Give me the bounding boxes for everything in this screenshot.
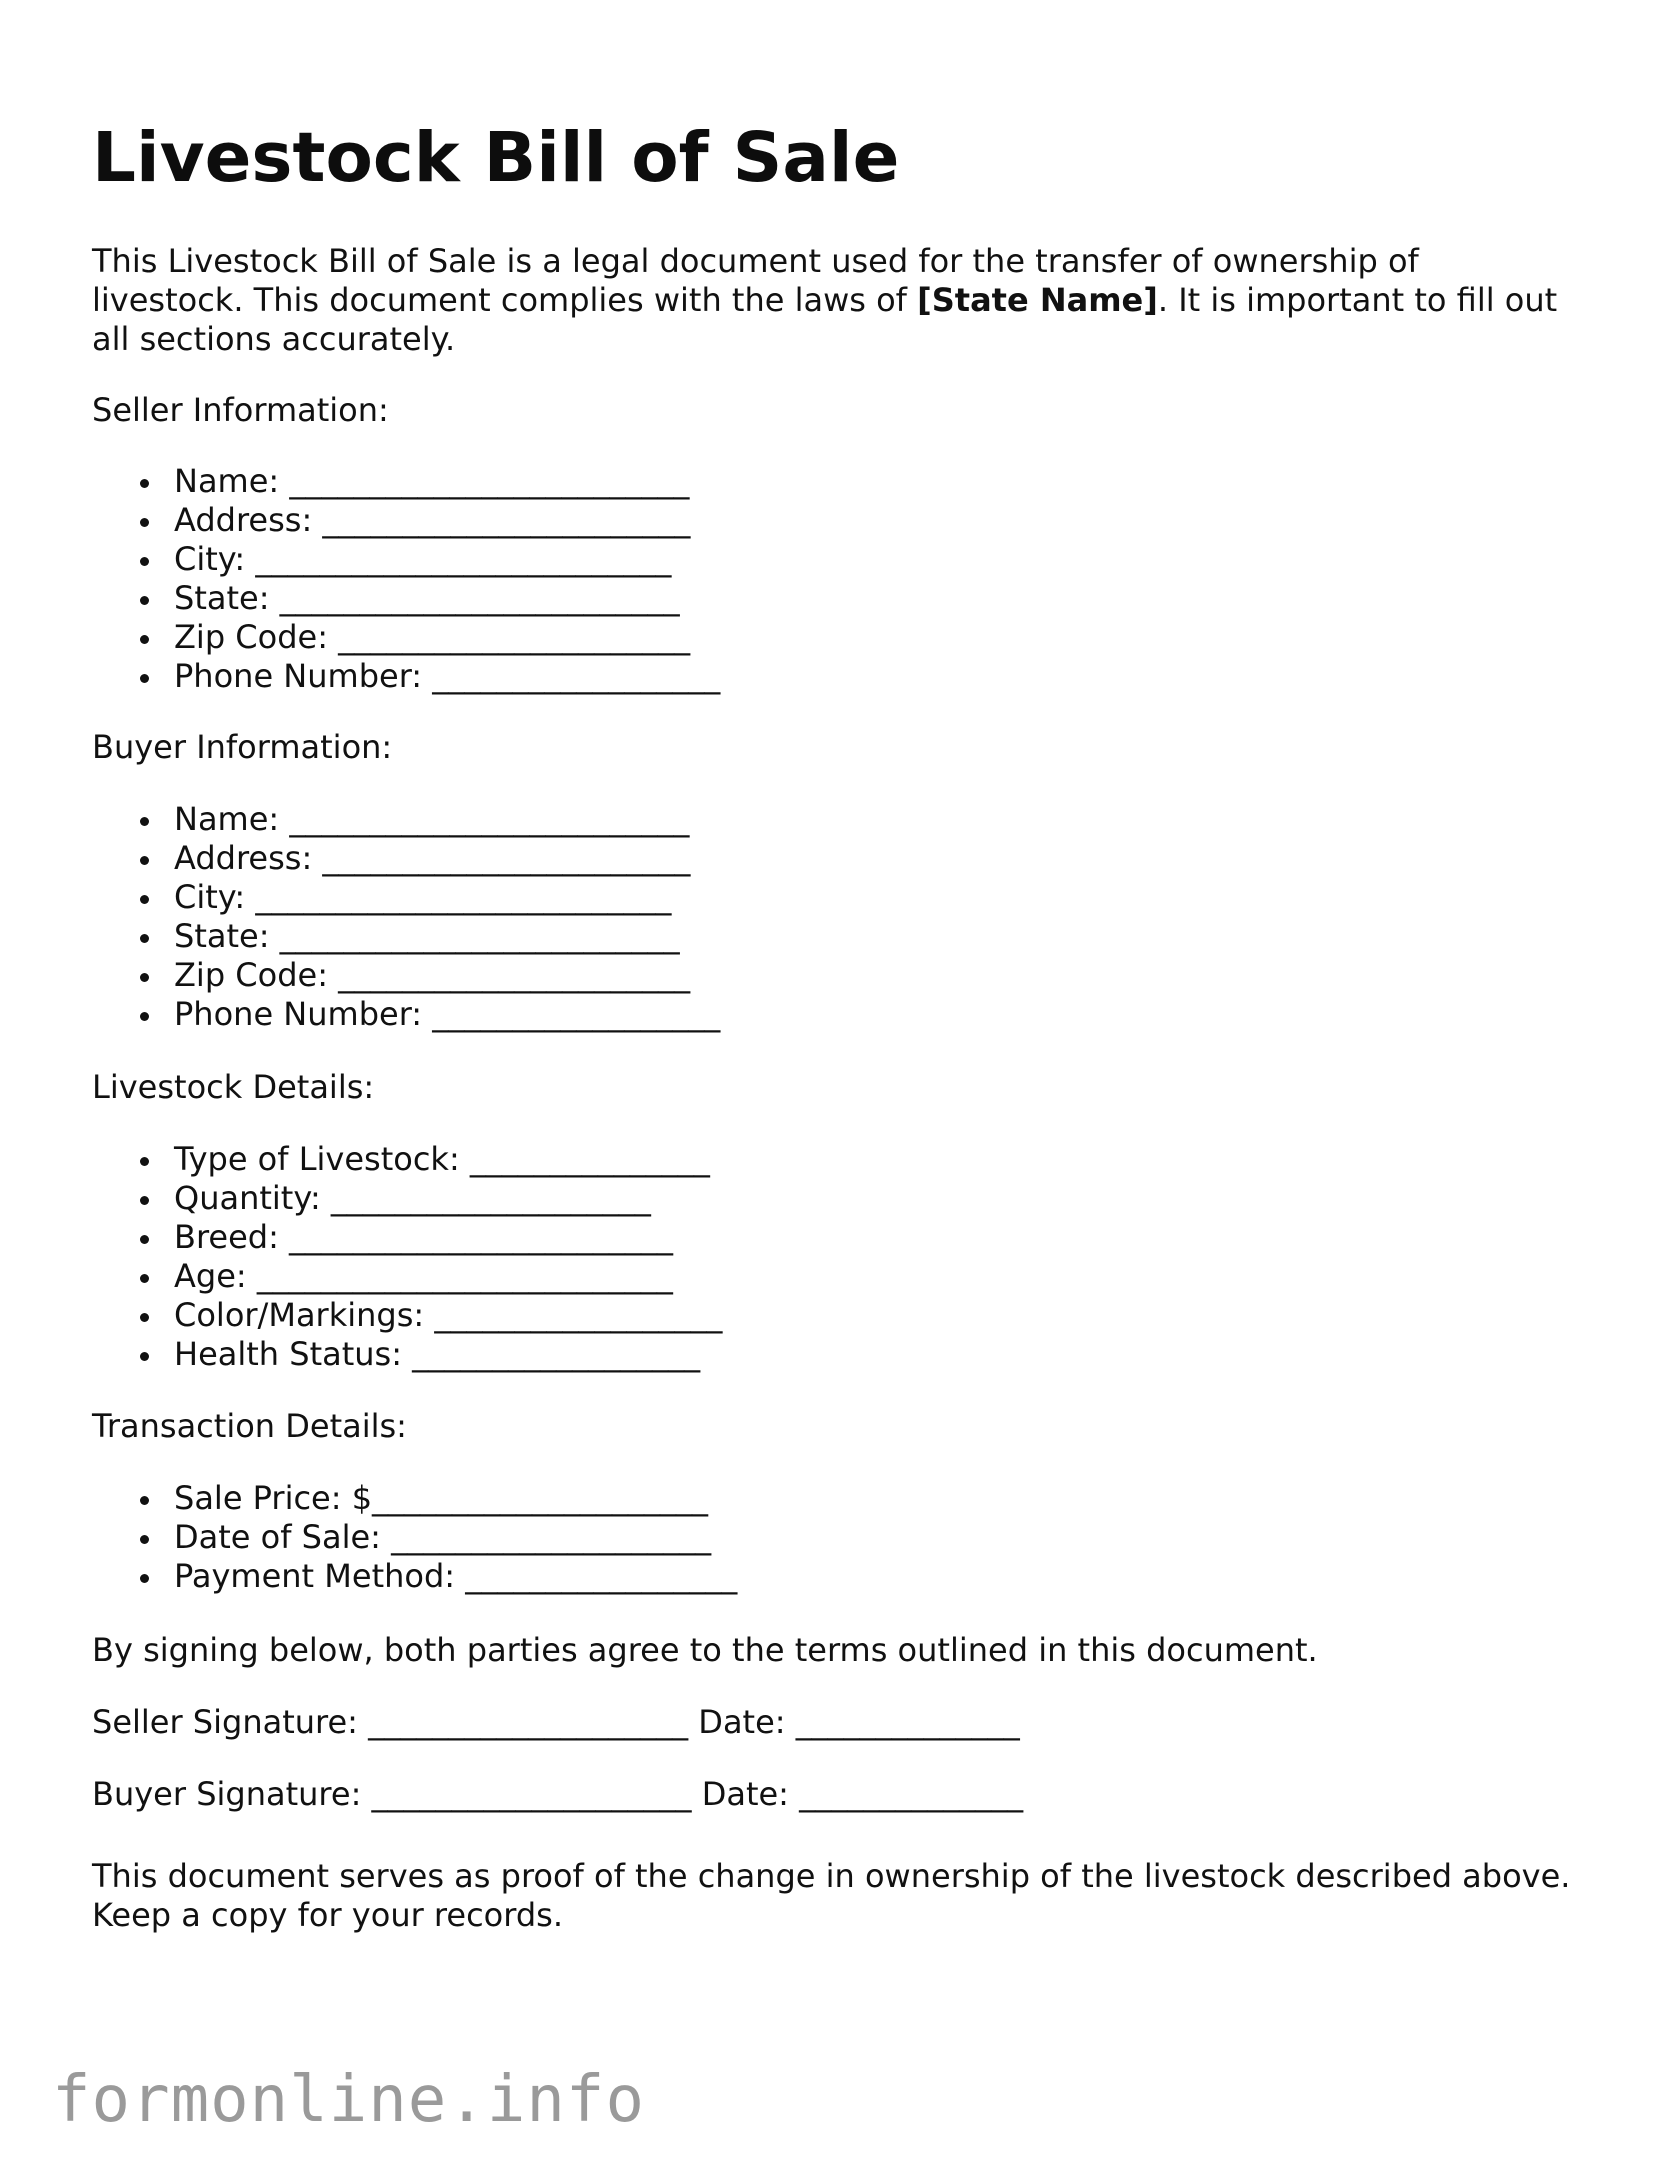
intro-text-end: . It is important to fill out all sections accurately. — [92, 281, 1558, 358]
seller-signature-line[interactable]: Seller Signature: ____________________ Date: ______________ — [92, 1703, 1020, 1741]
buyer-zip-field[interactable]: Zip Code: ______________________ — [92, 956, 720, 995]
livestock-color-field[interactable]: Color/Markings: __________________ — [92, 1296, 722, 1335]
seller-zip-field[interactable]: Zip Code: ______________________ — [92, 618, 720, 657]
sale-price-field[interactable]: Sale Price: $_____________________ — [92, 1479, 737, 1518]
state-name-placeholder: [State Name] — [917, 281, 1158, 319]
livestock-fields-list — [92, 1140, 722, 1374]
intro-text-start: This Livestock Bill of Sale is a legal document used for the transfer of ownership of livestock. This document complies with the laws of — [92, 242, 1419, 319]
seller-name-field[interactable]: Name: _________________________ — [92, 462, 720, 501]
seller-phone-field[interactable]: Phone Number: __________________ — [92, 657, 720, 696]
document-title: Livestock Bill of Sale — [92, 118, 900, 198]
livestock-type-field[interactable]: Type of Livestock: _______________ — [92, 1140, 722, 1179]
livestock-health-field[interactable]: Health Status: __________________ — [92, 1335, 722, 1374]
buyer-section-heading: Buyer Information: — [92, 728, 393, 766]
seller-fields-list — [92, 462, 720, 696]
seller-address-field[interactable]: Address: _______________________ — [92, 501, 720, 540]
seller-city-field[interactable]: City: __________________________ — [92, 540, 720, 579]
intro-paragraph — [92, 242, 1572, 359]
livestock-quantity-field[interactable]: Quantity: ____________________ — [92, 1179, 722, 1218]
buyer-address-field[interactable]: Address: _______________________ — [92, 839, 720, 878]
closing-paragraph: This document serves as proof of the change in ownership of the livestock described above. Keep a copy for your records. — [92, 1857, 1571, 1934]
watermark: formonline.info — [52, 2063, 645, 2137]
seller-section-heading: Seller Information: — [92, 391, 389, 429]
agreement-statement: By signing below, both parties agree to the terms outlined in this document. — [92, 1631, 1318, 1669]
livestock-section-heading: Livestock Details: — [92, 1068, 375, 1106]
buyer-state-field[interactable]: State: _________________________ — [92, 917, 720, 956]
buyer-name-field[interactable]: Name: _________________________ — [92, 800, 720, 839]
transaction-section-heading: Transaction Details: — [92, 1407, 407, 1445]
livestock-age-field[interactable]: Age: __________________________ — [92, 1257, 722, 1296]
transaction-fields-list — [92, 1479, 737, 1596]
payment-method-field[interactable]: Payment Method: _________________ — [92, 1557, 737, 1596]
buyer-phone-field[interactable]: Phone Number: __________________ — [92, 995, 720, 1034]
sale-date-field[interactable]: Date of Sale: ____________________ — [92, 1518, 737, 1557]
buyer-signature-line[interactable]: Buyer Signature: ____________________ Date: ______________ — [92, 1775, 1024, 1813]
buyer-fields-list — [92, 800, 720, 1034]
buyer-city-field[interactable]: City: __________________________ — [92, 878, 720, 917]
livestock-breed-field[interactable]: Breed: ________________________ — [92, 1218, 722, 1257]
seller-state-field[interactable]: State: _________________________ — [92, 579, 720, 618]
